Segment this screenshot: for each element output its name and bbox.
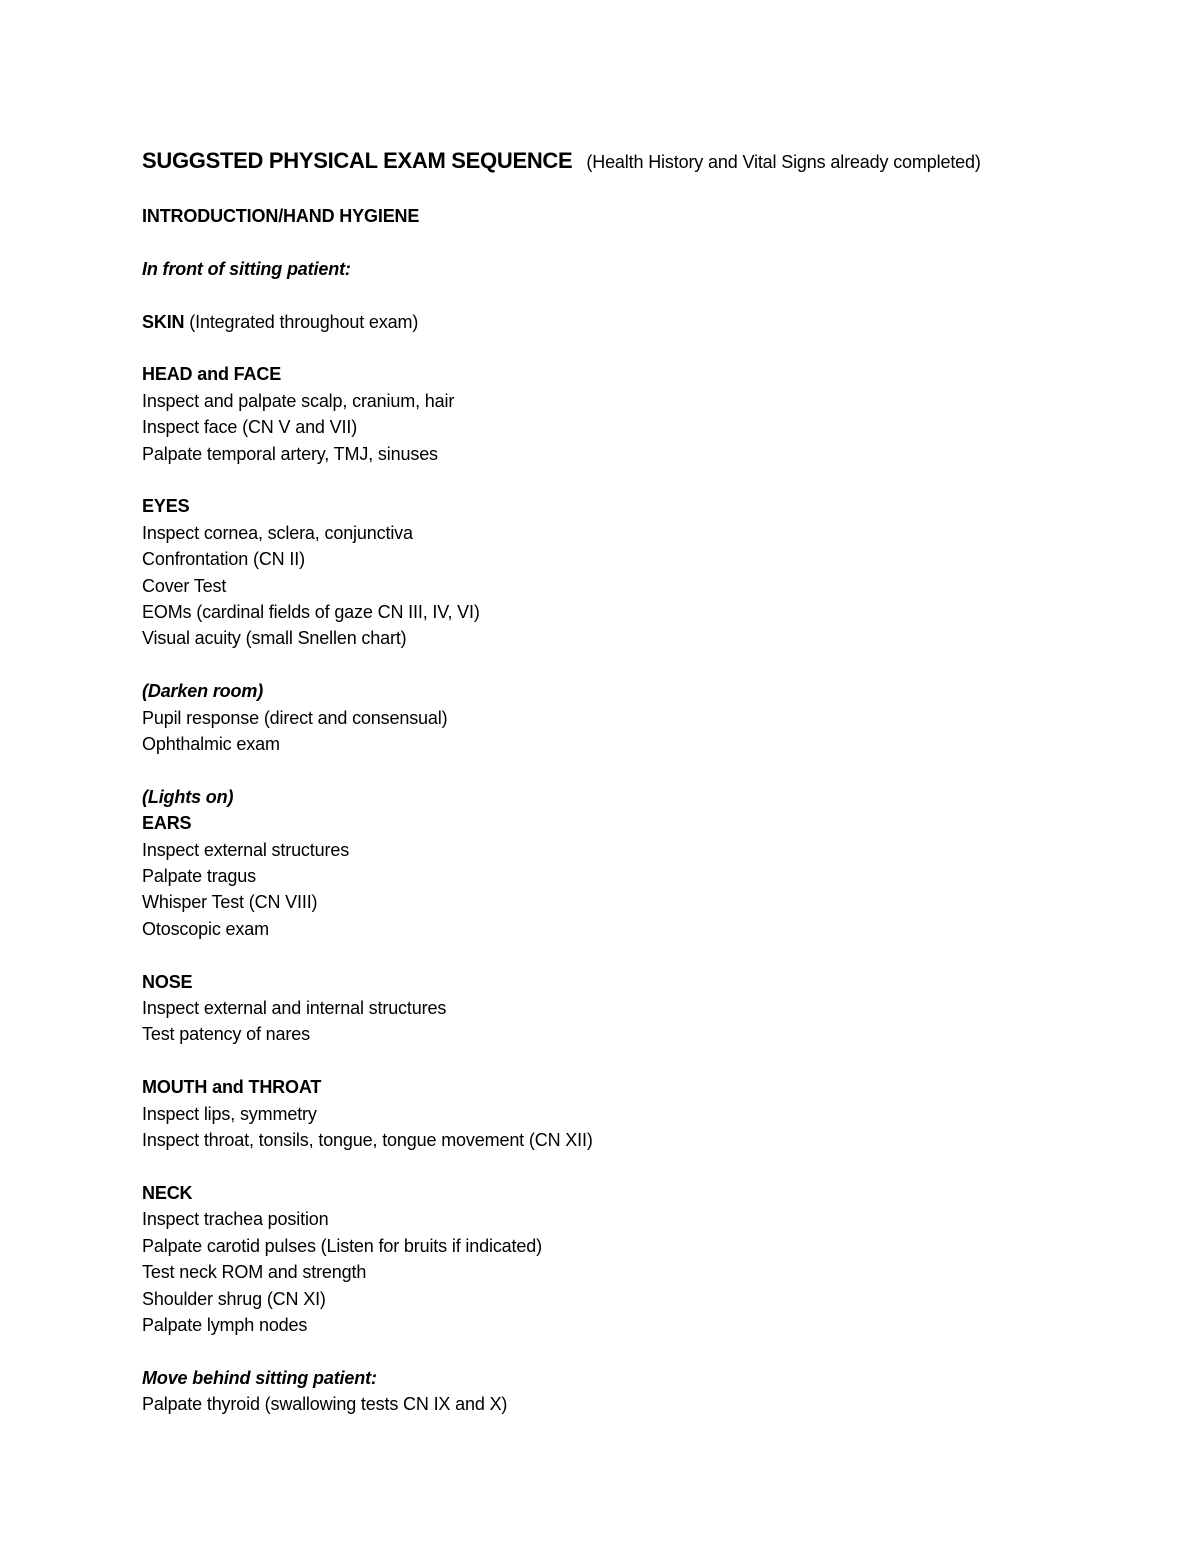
spacer [142, 467, 1142, 493]
head-face-item: Inspect face (CN V and VII) [142, 417, 358, 438]
nose-heading: NOSE [142, 971, 193, 992]
eyes-item: EOMs (cardinal fields of gaze CN III, IV, VI) [142, 602, 480, 623]
mouth-throat-heading: MOUTH and THROAT [142, 1077, 322, 1098]
spacer [142, 282, 1142, 308]
neck-item: Inspect trachea position [142, 1209, 329, 1230]
spacer [142, 1338, 1142, 1364]
ears-item: Whisper Test (CN VIII) [142, 892, 318, 913]
spacer [142, 1048, 1142, 1074]
skin-heading: SKIN [142, 311, 185, 332]
intro-heading: INTRODUCTION/HAND HYGIENE [142, 206, 420, 226]
ears-item: Palpate tragus [142, 866, 256, 887]
spacer [142, 1154, 1142, 1180]
behind-item: Palpate thyroid (swallowing tests CN IX and X) [142, 1394, 508, 1415]
neck-item: Palpate carotid pulses (Listen for bruits if indicated) [142, 1235, 542, 1256]
neck-item: Shoulder shrug (CN XI) [142, 1288, 326, 1309]
nose-item: Test patency of nares [142, 1024, 310, 1045]
neck-item: Palpate lymph nodes [142, 1314, 308, 1335]
document-content [142, 146, 1142, 1418]
ears-item: Otoscopic exam [142, 918, 269, 939]
spacer [142, 652, 1142, 678]
mouth-item: Inspect throat, tonsils, tongue, tongue movement (CN XII) [142, 1130, 593, 1151]
eyes-heading: EYES [142, 496, 190, 517]
spacer [142, 229, 1142, 255]
skin-line [142, 309, 1142, 335]
behind-patient-note: Move behind sitting patient: [142, 1367, 377, 1388]
document-subtitle: (Health History and Vital Signs already completed) [586, 152, 981, 172]
nose-item: Inspect external and internal structures [142, 998, 447, 1019]
mouth-item: Inspect lips, symmetry [142, 1103, 317, 1124]
spacer [142, 942, 1142, 968]
spacer [142, 335, 1142, 361]
head-face-item: Inspect and palpate scalp, cranium, hair [142, 390, 455, 411]
ears-item: Inspect external structures [142, 839, 350, 860]
eyes-item: Inspect cornea, sclera, conjunctiva [142, 522, 413, 543]
darken-item: Ophthalmic exam [142, 734, 280, 755]
spacer [142, 757, 1142, 783]
darken-item: Pupil response (direct and consensual) [142, 707, 448, 728]
skin-note: (Integrated throughout exam) [184, 311, 419, 332]
neck-item: Test neck ROM and strength [142, 1262, 367, 1283]
front-note: In front of sitting patient: [142, 258, 351, 279]
ears-heading: EARS [142, 813, 192, 834]
lights-on-note: (Lights on) [142, 786, 234, 807]
title-line [142, 146, 1142, 177]
eyes-item: Visual acuity (small Snellen chart) [142, 628, 407, 649]
neck-heading: NECK [142, 1182, 193, 1203]
head-face-heading: HEAD and FACE [142, 364, 282, 385]
eyes-item: Confrontation (CN II) [142, 549, 305, 570]
document-title: SUGGSTED PHYSICAL EXAM SEQUENCE [142, 148, 573, 173]
darken-room-note: (Darken room) [142, 681, 264, 702]
eyes-item: Cover Test [142, 575, 227, 596]
head-face-item: Palpate temporal artery, TMJ, sinuses [142, 443, 438, 464]
